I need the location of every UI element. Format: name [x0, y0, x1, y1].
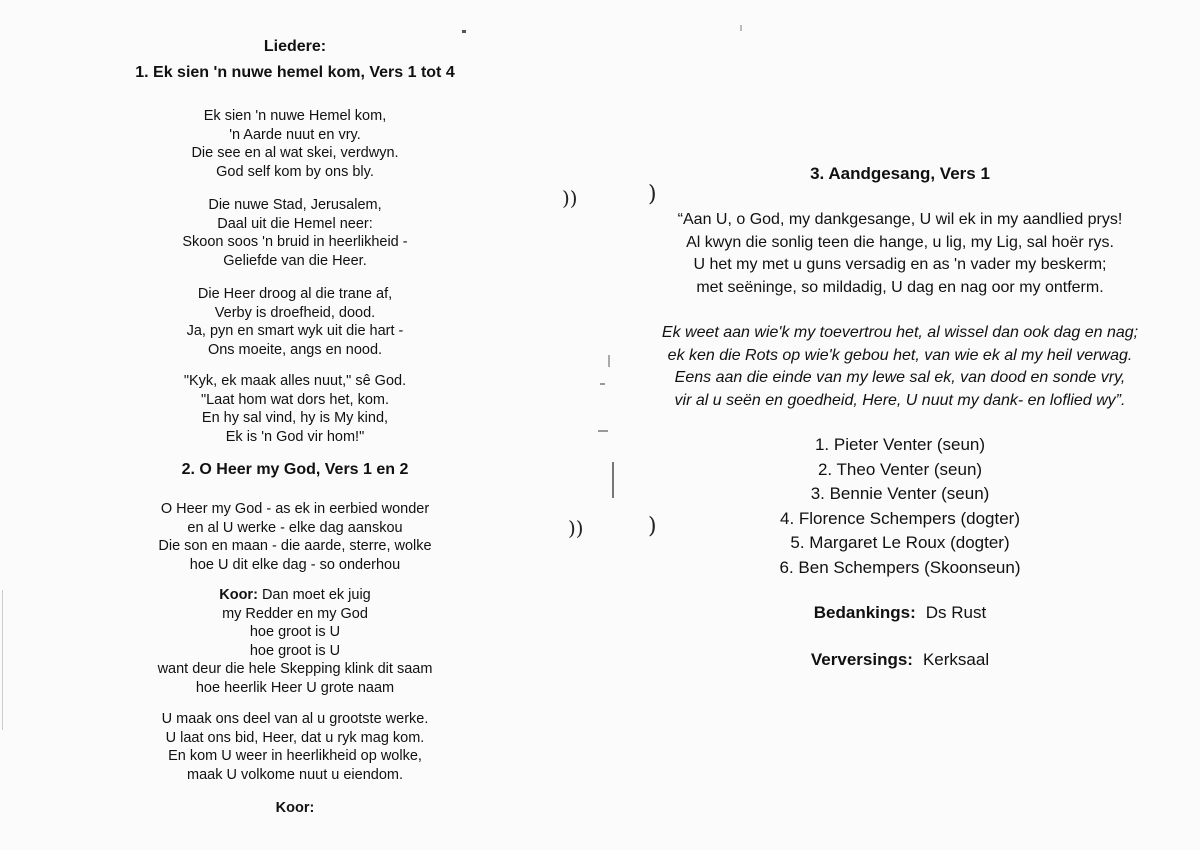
verse-line: En kom U weer in heerlikheid op wolke, [168, 748, 422, 764]
list-item: 5. Margaret Le Roux (dogter) [790, 533, 1010, 552]
verse-line: En hy sal vind, hy is My kind, [201, 410, 389, 426]
song3-italic-verse [600, 322, 1200, 412]
chorus-first-line [0, 586, 590, 605]
binding-mark: ) [648, 182, 657, 207]
song1-heading: 1. Ek sien 'n nuwe hemel kom, Vers 1 tot 4 [135, 64, 455, 81]
verse-line: U het my met u guns versadig en as 'n vader my beskerm; [693, 256, 1107, 273]
final-chorus-label: Koor: [275, 800, 315, 816]
binding-mark: ) [648, 514, 657, 539]
verse-line: God self kom by ons bly. [216, 163, 374, 180]
verse-line: hoe U dit elke dag - so onderhou [189, 556, 401, 573]
scan-speck [608, 355, 610, 367]
verse-line: U laat ons bid, Heer, dat u ryk mag kom. [165, 729, 425, 746]
refreshments-value: Kerksaal [922, 650, 990, 669]
song2-heading: 2. O Heer my God, Vers 1 en 2 [181, 461, 409, 478]
verse-line: Verby is droefheid, dood. [214, 304, 376, 321]
verse-line: hoe groot is U [249, 642, 341, 659]
song1-verse-1 [0, 107, 590, 181]
scan-speck [598, 430, 608, 432]
verse-line: Eens aan die einde van my lewe sal ek, van dood en sonde vry, [674, 369, 1126, 386]
verse-line: Ek is 'n God vir hom!" [225, 428, 365, 445]
binding-mark: )) [568, 516, 584, 540]
song1-verse-2 [0, 196, 590, 270]
thanks-row [600, 603, 1200, 623]
verse-line: Ja, pyn en smart wyk uit die hart - [186, 323, 404, 339]
verse-line: "Kyk, ek maak alles nuut," sê God. [183, 373, 407, 389]
scan-speck [462, 30, 466, 33]
scan-edge [2, 590, 3, 730]
list-item: 6. Ben Schempers (Skoonseun) [779, 557, 1021, 577]
verse-line: Dan moet ek juig [261, 587, 371, 603]
verse-line: "Laat hom wat dors het, kom. [200, 391, 390, 408]
verse-line: Ek weet aan wie'k my toevertrou het, al wissel dan ook dag en nag; [661, 324, 1139, 341]
left-page [0, 0, 590, 850]
right-page [600, 0, 1200, 850]
children-list [600, 433, 1200, 580]
verse-line: Die son en maan - die aarde, sterre, wolke [158, 538, 432, 554]
verse-line: Ons moeite, angs en nood. [207, 341, 383, 358]
page-title: Liedere: [263, 38, 327, 55]
thanks-label: Bedankings: [813, 603, 916, 622]
scan-speck [600, 383, 605, 385]
verse-line: Ek sien 'n nuwe Hemel kom, [203, 108, 387, 124]
verse-line: met seëninge, so mildadig, U dag en nag oor my ontferm. [696, 278, 1104, 296]
thanks-value: Ds Rust [925, 603, 987, 622]
scan-speck [612, 462, 614, 498]
list-item: 3. Bennie Venter (seun) [810, 484, 990, 503]
verse-line: Geliefde van die Heer. [223, 252, 367, 269]
verse-line: vir al u seën en goedheid, Here, U nuut my dank- en loflied wy”. [674, 391, 1126, 409]
verse-line: maak U volkome nuut u eiendom. [187, 766, 403, 783]
verse-line: hoe heerlik Heer U grote naam [195, 679, 395, 696]
verse-line: Al kwyn die sonlig teen die hange, u lig, my Lig, sal hoër rys. [686, 233, 1114, 251]
verse-line: Daal uit die Hemel neer: [217, 215, 373, 232]
song1-verse-4 [0, 372, 590, 446]
chorus-label: Koor: [219, 587, 258, 603]
verse-line: my Redder en my God [222, 605, 368, 622]
song1-verse-3 [0, 285, 590, 359]
verse-line: Skoon soos 'n bruid in heerlikheid - [182, 234, 408, 250]
list-item: 1. Pieter Venter (seun) [814, 435, 986, 454]
song3-heading: 3. Aandgesang, Vers 1 [810, 164, 990, 183]
verse-line: Die see en al wat skei, verdwyn. [191, 145, 399, 161]
verse-line: en al U werke - elke dag aanskou [187, 519, 403, 536]
verse-line: 'n Aarde nuut en vry. [229, 126, 361, 143]
scan-speck [740, 25, 742, 31]
refreshments-label: Verversings: [810, 650, 913, 669]
verse-line: U maak ons deel van al u grootste werke. [161, 711, 429, 727]
verse-line: want deur die hele Skepping klink dit saam [157, 661, 433, 677]
verse-line: hoe groot is U [249, 624, 341, 640]
song2-chorus [0, 586, 590, 697]
verse-line: O Heer my God - as ek in eerbied wonder [160, 501, 430, 517]
list-item: 2. Theo Venter (seun) [817, 459, 983, 479]
refreshments-row [600, 650, 1200, 670]
verse-line: ek ken die Rots op wie'k gebou het, van wie ek al my heil verwag. [667, 346, 1133, 364]
binding-mark: )) [562, 186, 578, 210]
verse-line: Die nuwe Stad, Jerusalem, [208, 197, 382, 213]
song2-verse-1 [0, 500, 590, 574]
verse-line: “Aan U, o God, my dankgesange, U wil ek in my aandlied prys! [677, 211, 1123, 228]
song3-verse [600, 209, 1200, 299]
verse-line: Die Heer droog al die trane af, [197, 286, 393, 302]
song2-verse-2 [0, 710, 590, 784]
list-item: 4. Florence Schempers (dogter) [780, 508, 1020, 528]
